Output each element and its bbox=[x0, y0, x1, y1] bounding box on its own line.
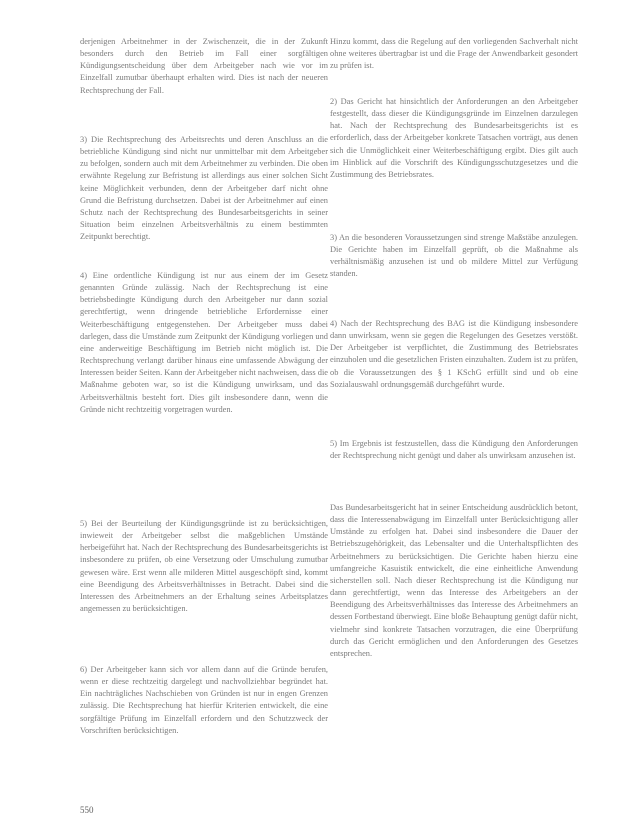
paragraph: derjenigen Arbeitnehmer in der Zwischenzeit, die in der Zukunft besonders durch den Betrieb im Fall einer sorgfältigen Kündigungsentscheidung über dem Arbeitgeber nach wie vor im Einzelfall zumutbar überhaupt erhalten wird. Dies ist nach der neueren Rechtsprechung der Fall. bbox=[80, 37, 328, 95]
paragraph: 5) Im Ergebnis ist festzustellen, dass die Kündigung den Anforderungen der Rechtsprechung nicht genügt und daher als unwirksam anzusehen ist. bbox=[330, 439, 578, 461]
paragraph: 4) Eine ordentliche Kündigung ist nur aus einem der im Gesetz genannten Gründe zulässig. Nach der Rechtsprechung ist eine betriebsbedingte Kündigung durch den Arbeitgeber nur dann sozial gerechtfertigt, wenn dringende betriebliche Erfordernisse einer Weiterbeschäftigung entgegenstehen. Der Arbeitgeber muss dabei darlegen, dass die Umstände zum Zeitpunkt der Kündigung vorliegen und eine anderweitige Beschäftigung im Betrieb nicht möglich ist. Die Rechtsprechung verlangt darüber hinaus eine umfassende Abwägung der Interessen beider Seiten. Kann der Arbeitgeber nicht nachweisen, dass die Maßnahme geboten war, so ist die Kündigung unwirksam, und das Arbeitsverhältnis besteht fort. Dies gilt insbesondere dann, wenn die Gründe nicht rechtzeitig vorgetragen wurden. bbox=[80, 271, 328, 414]
page-number: 550 bbox=[80, 805, 94, 815]
paragraph: 4) Nach der Rechtsprechung des BAG ist die Kündigung insbesondere dann unwirksam, wenn sie gegen die Regelungen des Gesetzes verstößt. Der Arbeitgeber ist verpflichtet, die Zustimmung des Betriebsrates einzuholen und die gesetzlichen Fristen einzuhalten. Zudem ist zu prüfen, ob die Voraussetzungen des § 1 KSchG erfüllt sind und ob eine Sozialauswahl ordnungsgemäß durchgeführt wurde. bbox=[330, 319, 578, 389]
paragraph: 3) An die besonderen Voraussetzungen sind strenge Maßstäbe anzulegen. Die Gerichte haben im Einzelfall geprüft, ob die Maßnahme als verhältnismäßig anzusehen ist und ob mildere Mittel zur Verfügung standen. bbox=[330, 233, 578, 279]
paragraph: Das Bundesarbeitsgericht hat in seiner Entscheidung ausdrücklich betont, dass die Interessenabwägung im Einzelfall unter Berücksichtigung aller Umstände zu erfolgen hat. Dabei sind insbesondere die Dauer der Betriebszugehörigkeit, das Lebensalter und die Unterhaltspflichten des Arbeitnehmers zu berücksichtigen. Die Gerichte haben hierzu eine umfangreiche Kasuistik entwickelt, die eine einheitliche Anwendung sicherstellen soll. Nach dieser Rechtsprechung ist die Kündigung nur dann gerechtfertigt, wenn das Interesse des Arbeitgebers an der Beendigung des Arbeitsverhältnisses das Interesse des Arbeitnehmers an dessen Fortbestand überwiegt. Eine bloße Behauptung genügt dafür nicht, vielmehr sind konkrete Tatsachen vorzutragen, die eine Überprüfung durch das Gericht ermöglichen und den Anforderungen des Gesetzes entsprechen. bbox=[330, 503, 578, 658]
paragraph: 3) Die Rechtsprechung des Arbeitsrechts und deren Anschluss an die betriebliche Kündigung sind nicht nur unmittelbar mit dem Arbeitgeber zu befolgen, sondern auch mit dem Arbeitnehmer zu verbinden. Die oben erwähnte Regelung zur Befristung ist allerdings aus einer solchen Sicht keine Möglichkeit verbunden, denn der Arbeitgeber darf nicht ohne Grund die Befristung durchsetzen. Dabei ist der Arbeitnehmer auf einen Schutz nach der Rechtsprechung des Bundesarbeitsgerichts in seiner Situation beim einzelnen Arbeitsverhältnis zu einem bestimmten Zeitpunkt berechtigt. bbox=[80, 135, 328, 242]
paragraph: Hinzu kommt, dass die Regelung auf den vorliegenden Sachverhalt nicht ohne weiteres übertragbar ist und die Frage der Anwendbarkeit gesondert zu prüfen ist. bbox=[330, 37, 578, 71]
paragraph: 6) Der Arbeitgeber kann sich vor allem dann auf die Gründe berufen, wenn er diese rechtzeitig dargelegt und nachvollziehbar begründet hat. Ein nachträgliches Nachschieben von Gründen ist nur in engen Grenzen zulässig. Die Rechtsprechung hat hierfür Kriterien entwickelt, die eine sorgfältige Prüfung im Einzelfall erfordern und den Schutzzweck der Vorschriften berücksichtigen. bbox=[80, 665, 328, 735]
paragraph: 5) Bei der Beurteilung der Kündigungsgründe ist zu berücksichtigen, inwieweit der Arbeitgeber selbst die maßgeblichen Umstände herbeigeführt hat. Nach der Rechtsprechung des Bundesarbeitsgerichts ist insbesondere zu prüfen, ob eine Versetzung oder Umschulung zumutbar gewesen wäre. Erst wenn alle milderen Mittel ausgeschöpft sind, kommt eine Beendigung des Arbeitsverhältnisses in Betracht. Dabei sind die Interessen des Arbeitnehmers an der Erhaltung seines Arbeitsplatzes angemessen zu berücksichtigen. bbox=[80, 519, 328, 614]
paragraph: 2) Das Gericht hat hinsichtlich der Anforderungen an den Arbeitgeber festgestellt, dass dieser die Kündigungsgründe im Einzelnen darzulegen hat. Nach der Rechtsprechung des Bundesarbeitsgerichts ist es erforderlich, dass der Arbeitgeber konkrete Tatsachen vorträgt, aus denen sich die Unmöglichkeit einer Weiterbeschäftigung ergibt. Dies gilt auch im Hinblick auf die Vorschrift des Kündigungsschutzgesetzes und die Zustimmung des Betriebsrates. bbox=[330, 97, 578, 179]
